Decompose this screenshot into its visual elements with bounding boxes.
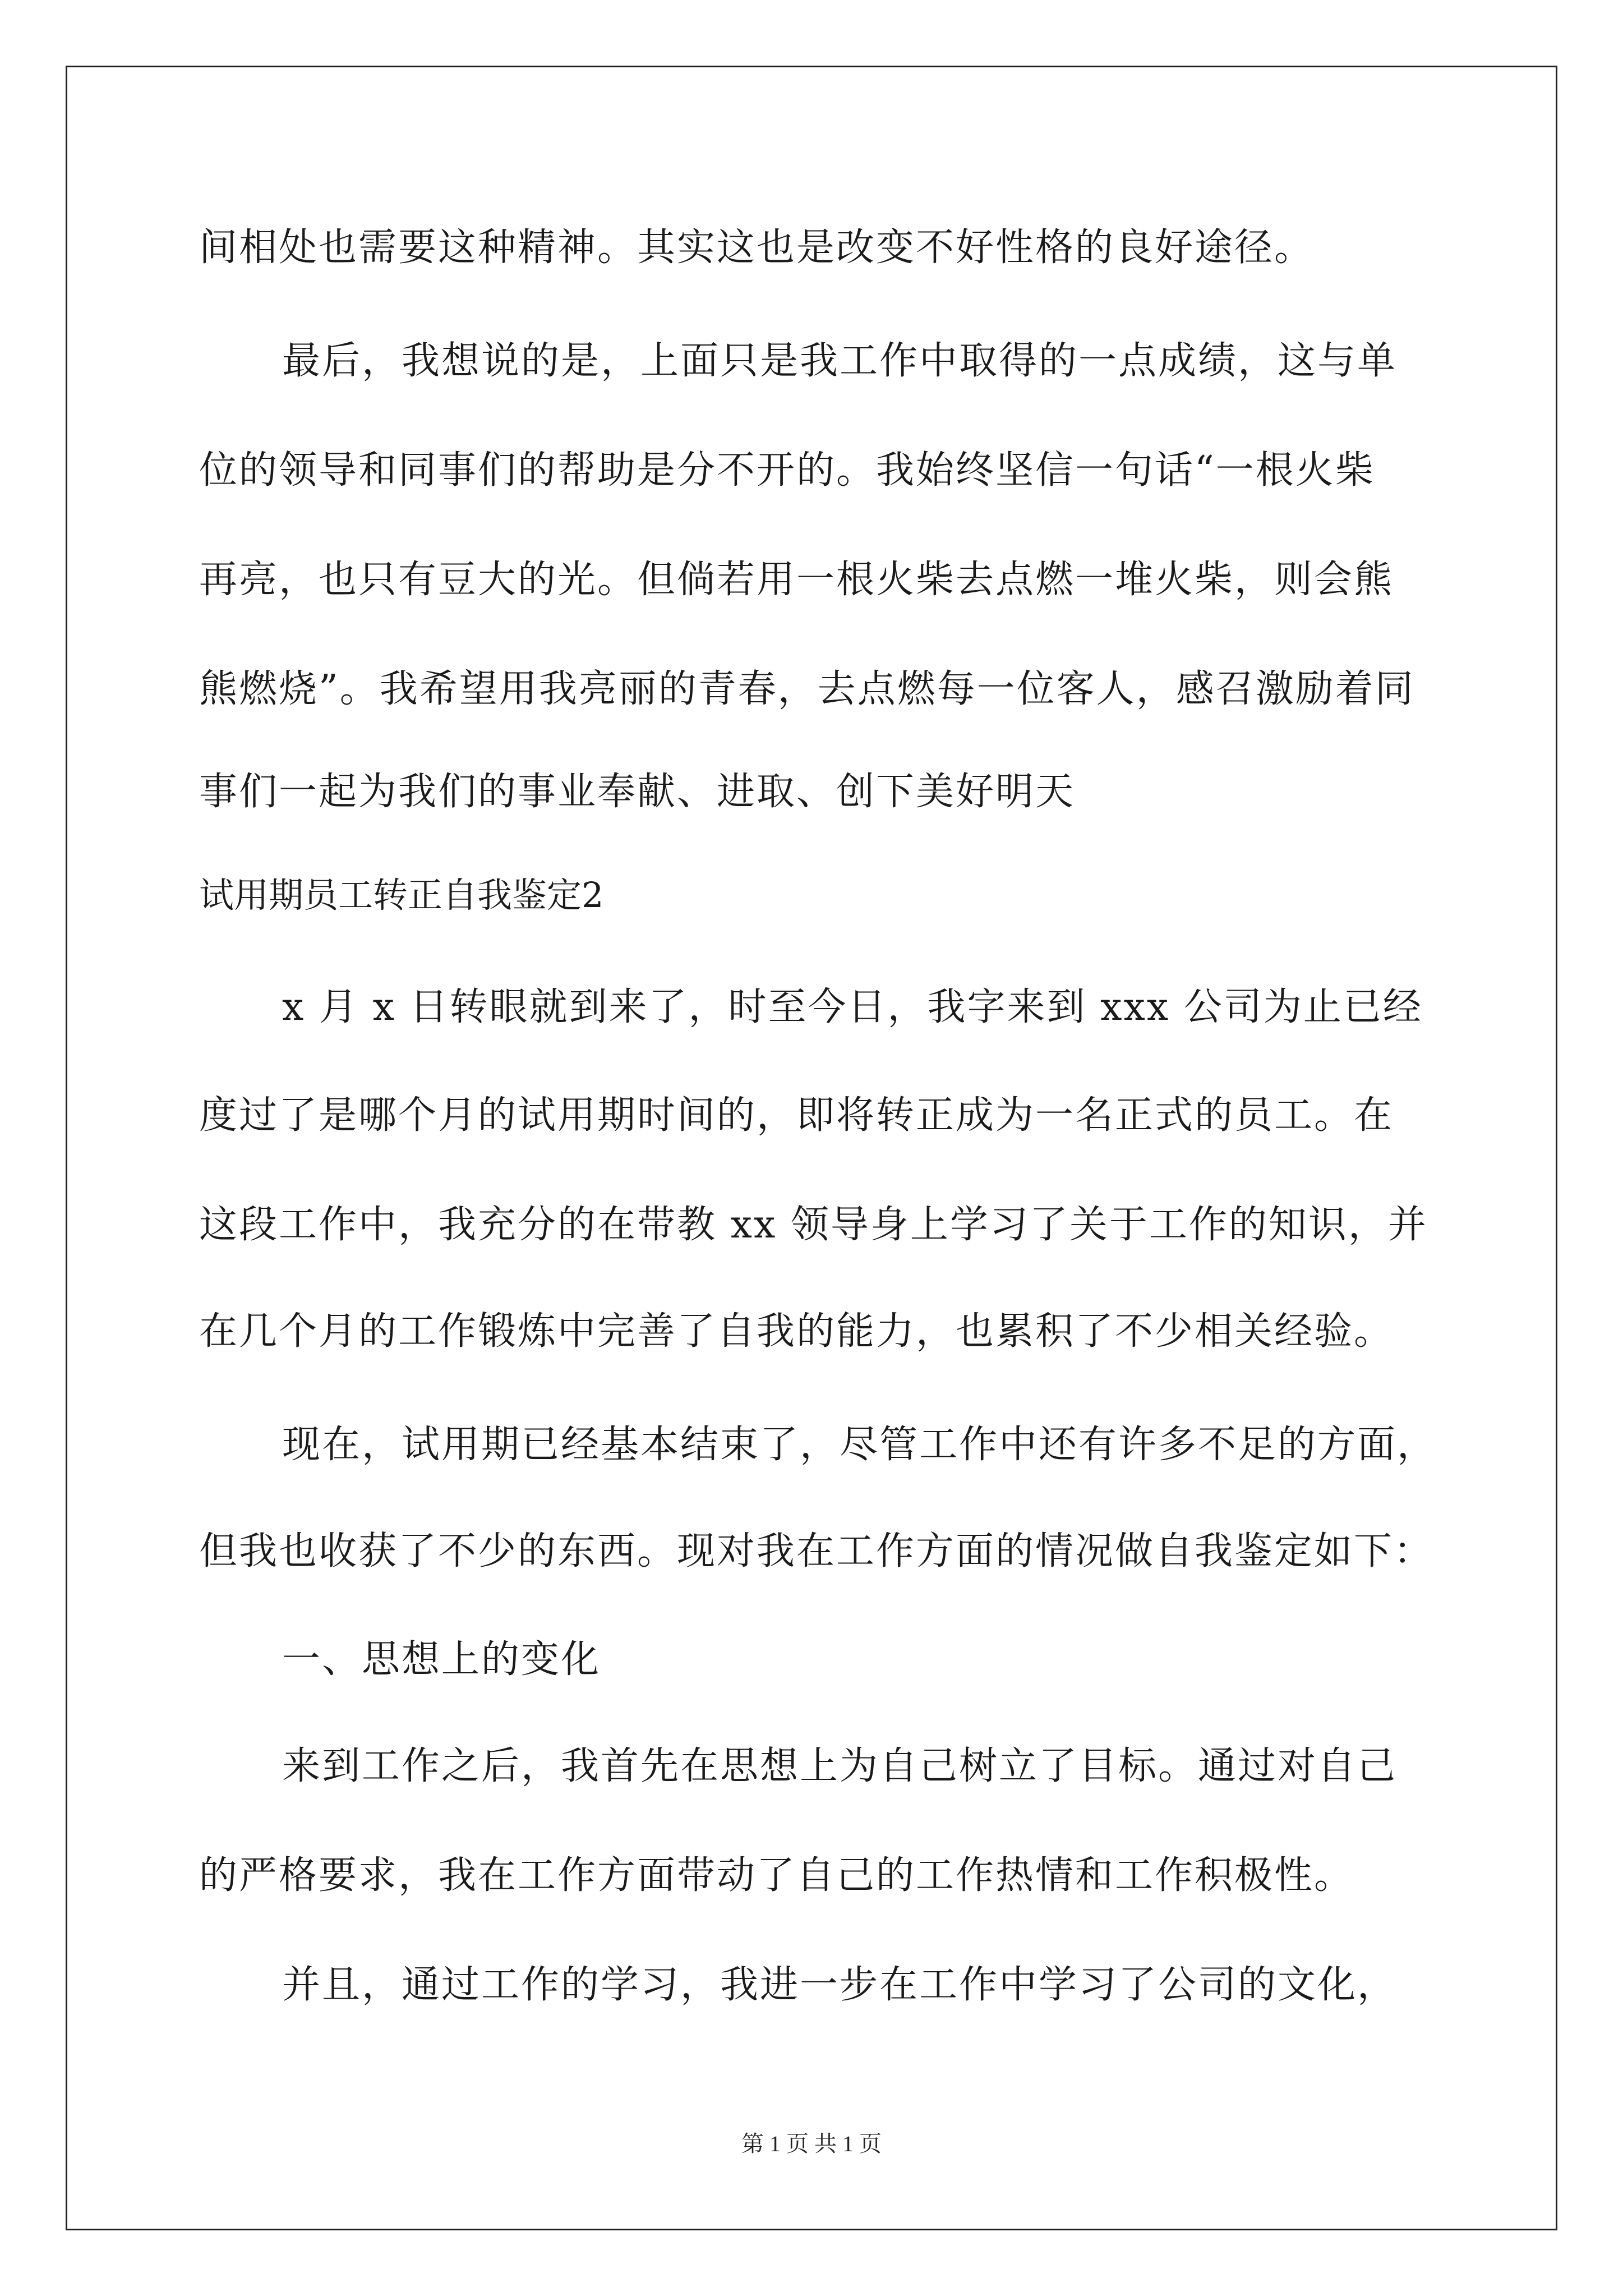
body-text-line: 事们一起为我们的事业奉献、进取、创下美好明天 [199,770,1076,814]
body-text-line: 在几个月的工作锻炼中完善了自我的能力，也累积了不少相关经验。 [199,1309,1394,1354]
page-footer: 第 1 页 共 1 页 [741,2131,882,2156]
body-text-line: 位的领导和同事们的帮助是分不开的。我始终坚信一句话“一根火柴 [199,448,1375,493]
body-text-line: 来到工作之后，我首先在思想上为自己树立了目标。通过对自己 [282,1744,1398,1788]
body-text-line: 并且，通过工作的学习，我进一步在工作中学习了公司的文化， [282,1963,1398,2007]
page-border [66,66,1557,2230]
body-text-line: 这段工作中，我充分的在带教 xx 领导身上学习了关于工作的知识，并 [199,1203,1428,1247]
body-text-line: 的严格要求，我在工作方面带动了自己的工作热情和工作积极性。 [199,1853,1354,1898]
body-text-line: x 月 x 日转眼就到来了，时至今日，我字来到 xxx 公司为止已经 [282,985,1423,1029]
body-text-line: 最后，我想说的是，上面只是我工作中取得的一点成绩，这与单 [282,339,1398,383]
body-text-line: 间相处也需要这种精神。其实这也是改变不好性格的良好途径。 [199,226,1315,270]
body-text-line: 现在，试用期已经基本结束了，尽管工作中还有许多不足的方面， [282,1423,1437,1467]
body-text-line: 但我也收获了不少的东西。现对我在工作方面的情况做自我鉴定如下： [199,1529,1434,1573]
body-text-line: 再亮，也只有豆大的光。但倘若用一根火柴去点燃一堆火柴，则会熊 [199,558,1394,602]
body-text-line: 熊燃烧”。我希望用我亮丽的青春，去点燃每一位客人，感召激励着同 [199,667,1415,711]
body-text-line: 度过了是哪个月的试用期时间的，即将转正成为一名正式的员工。在 [199,1093,1394,1138]
section-heading: 试用期员工转正自我鉴定2 [199,875,604,915]
subheading: 一、思想上的变化 [282,1637,601,1682]
